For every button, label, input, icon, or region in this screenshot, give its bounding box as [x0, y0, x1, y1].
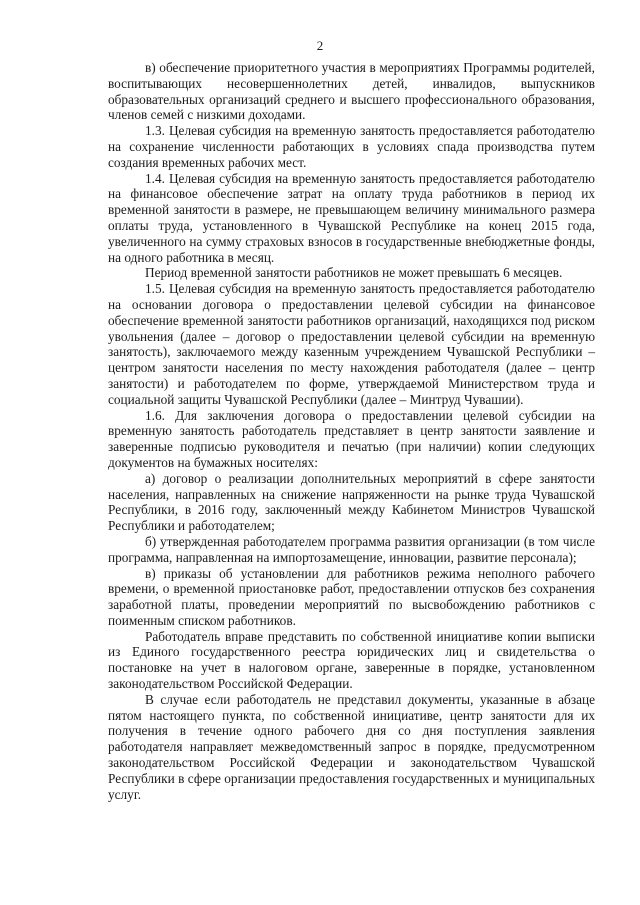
paragraph-item-b-development-program: б) утвержденная работодателем программа развития организации (в том числе программа, направленная на импортозамещение, инновации, развитие персонала); — [108, 533, 595, 565]
paragraph-1-4: 1.4. Целевая субсидия на временную занятость предоставляется работодателю на финансовое обеспечение затрат на оплату труда работников в период их временной занятости в размере, не превышающем величину минимального размера оплаты труда, установленного в Чувашской Республике на конец 2015 года, увеличенного на сумму страховых взносов в государственные внебюджетные фонды, на одного работника в месяц. — [108, 170, 595, 265]
paragraph-1-5: 1.5. Целевая субсидия на временную занятость предоставляется работодателю на основании договора о предоставлении целевой субсидии на финансовое обеспечение временной занятости работников организаций, находящихся под риском увольнения (далее – договор о предоставлении целевой субсидии на временную занятость), заключаемого между казенным учреждением Чувашской Республики – центром занятости населения по месту нахождения работодателя (далее – центр занятости) и работодателем по форме, утверждаемой Министерством труда и социальной защиты Чувашской Республики (далее – Минтруд Чувашии). — [108, 281, 595, 407]
paragraph-interagency-request: В случае если работодатель не представил документы, указанные в абзаце пятом настоящего пункта, по собственной инициативе, центр занятости для их получения в течение одного рабочего дня со дня поступления заявления работодателя направляет межведомственный запрос в порядке, предусмотренном законодательством Российской Федерации и законодательством Чувашской Республики в сфере организации предоставления государственных и муниципальных услуг. — [108, 691, 595, 802]
paragraph-item-a-agreement: а) договор о реализации дополнительных мероприятий в сфере занятости населения, направленных на снижение напряженности на рынке труда Чувашской Республики, в 2016 году, заключенный между Кабинетом Министров Чувашской Республики и работодателем; — [108, 470, 595, 534]
paragraph-employment-period: Период временной занятости работников не может превышать 6 месяцев. — [145, 265, 563, 281]
paragraph-employer-may-submit: Работодатель вправе представить по собственной инициативе копии выписки из Единого государственного реестра юридических лиц и свидетельства о постановке на учет в налоговом органе, заверенные в порядке, установленном законодательством Российской Федерации. — [108, 628, 595, 692]
page-number: 2 — [316, 38, 324, 53]
document-body — [108, 60, 595, 802]
paragraph-1-6: 1.6. Для заключения договора о предоставлении целевой субсидии на временную занятость работодатель представляет в центр занятости заявление и заверенные подписью руководителя и печатью (при наличии) копии следующих документов на бумажных носителях: — [108, 407, 595, 470]
paragraph-item-v-orders: в) приказы об установлении для работников режима неполного рабочего времени, о временной приостановке работ, предоставлении отпусков без сохранения заработной платы, проведении мероприятий по высвобождению работников с поименным списком работников. — [108, 565, 595, 628]
paragraph-1-3: 1.3. Целевая субсидия на временную занятость предоставляется работодателю на сохранение численности работающих в условиях спада производства путем создания временных рабочих мест. — [108, 123, 595, 170]
paragraph-item-v-priority-participation: в) обеспечение приоритетного участия в мероприятиях Программы родителей, воспитывающих несовершеннолетних детей, инвалидов, выпускников образовательных организаций среднего и высшего профессионального образования, членов семей с низкими доходами. — [108, 60, 595, 123]
